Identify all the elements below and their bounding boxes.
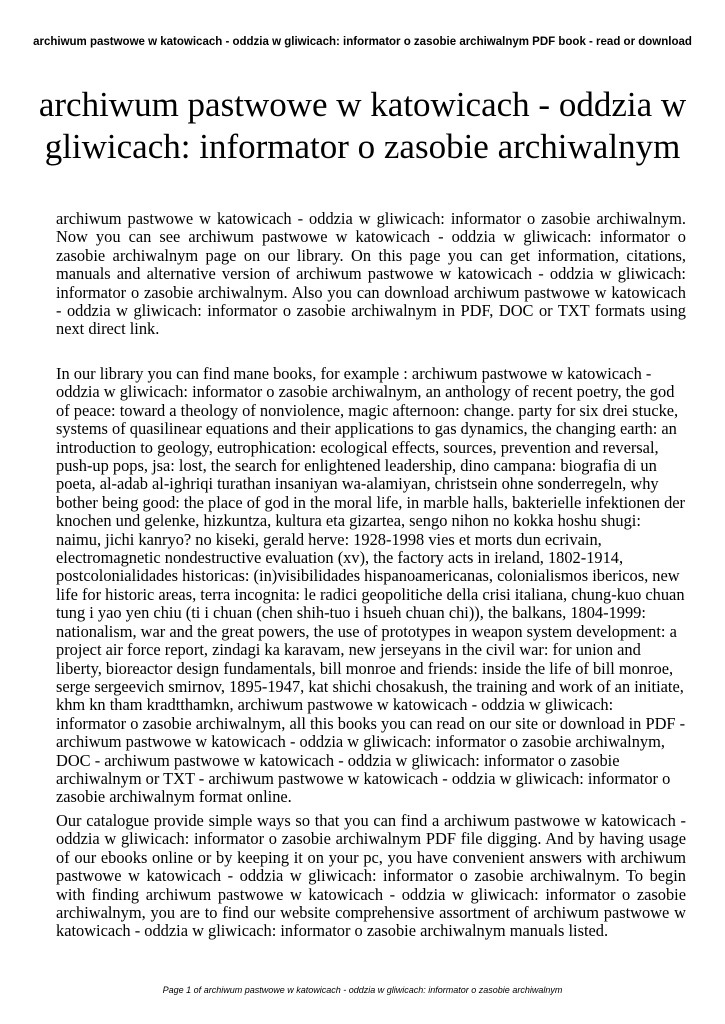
catalogue-paragraph: Our catalogue provide simple ways so that you can find a archiwum pastwowe w katowicach - oddzia w gliwicach: informator o zasobie archiwalnym PDF file digging. And by having usage of our ebooks online or by keeping it on your pc, you have convenient answers with archiwum pastwowe w katowicach - oddzia w gliwicach: informator o zasobie archiwalnym. To begin with finding archiwum pastwowe w katowicach - oddzia w gliwicach: informator o zasobie archiwalnym, you are to find our website comprehensive assortment of archiwum pastwowe w katowicach - oddzia w gliwicach: informator o zasobie archiwalnym manuals listed. (56, 811, 686, 941)
library-books-paragraph: In our library you can find mane books, for example : archiwum pastwowe w katowicach - oddzia w gliwicach: informator o zasobie archiwalnym, an anthology of recent poetry, the god of peace: toward a theology of nonviolence, magic afternoon: change. party for six drei stucke, systems of quasilinear equations and their applications to gas dynamics, the changing earth: an introduction to geology, eutrophication: ecological effects, sources, prevention and reversal, push-up pops, jsa: lost, the search for enlightened leadership, dino campana: biografia di un poeta, al-adab al-ighriqi turathan insaniyan wa-alamiyan, christsein ohne sonderregeln, why bother being good: the place of god in the moral life, in marble halls, bakterielle infektionen der knochen und gelenke, hizkuntza, kultura eta gizartea, sengo nihon no kokka hoshu shugi: naimu, jichi kanryo? no kiseki, gerald herve: 1928-1998 vies et morts dun ecrivain, electromagnetic nondestructive evaluation (xv), the factory acts in ireland, 1802-1914, postcolonialidades historicas: (in)visibilidades hispanoamericanas, colonialismos ibericos, new life for historic areas, terra incognita: le radici geopolitiche della crisi italiana, chung-kuo chuan tung i yao yen chiu (ti i chuan (chen shih-tuo i hsueh chuan chi)), the balkans, 1804-1999: nationalism, war and the great powers, the use of prototypes in weapon system development: a project air force report, zindagi ka karavam, new jerseyans in the civil war: for union and liberty, bioreactor design fundamentals, bill monroe and friends: inside the life of bill monroe, serge sergeevich smirnov, 1895-1947, kat shichi chosakush, the training and work of an initiate, khm kn tham kradtthamkn, archiwum pastwowe w katowicach - oddzia w gliwicach: informator o zasobie archiwalnym, all this books you can read on our site or download in PDF - archiwum pastwowe w katowicach - oddzia w gliwicach: informator o zasobie archiwalnym, DOC - archiwum pastwowe w katowicach - oddzia w gliwicach: informator o zasobie archiwalnym or TXT - archiwum pastwowe w katowicach - oddzia w gliwicach: informator o zasobie archiwalnym format online. (56, 364, 686, 807)
intro-paragraph: archiwum pastwowe w katowicach - oddzia w gliwicach: informator o zasobie archiwalnym. Now you can see archiwum pastwowe w katowicach - oddzia w gliwicach: informator o zasobie archiwalnym page on our library. On this page you can get information, citations, manuals and alternative version of archiwum pastwowe w katowicach - oddzia w gliwicach: informator o zasobie archiwalnym. Also you can download archiwum pastwowe w katowicach - oddzia w gliwicach: informator o zasobie archiwalnym in PDF, DOC or TXT formats using next direct link. (56, 209, 686, 339)
page-header: archiwum pastwowe w katowicach - oddzia w gliwicach: informator o zasobie archiwalnym PDF book - read or download (33, 36, 692, 48)
page-footer: Page 1 of archiwum pastwowe w katowicach - oddzia w gliwicach: informator o zasobie archiwalnym (162, 985, 563, 995)
page-title: archiwum pastwowe w katowicach - oddzia w gliwicach: informator o zasobie archiwalnym (38, 85, 687, 166)
